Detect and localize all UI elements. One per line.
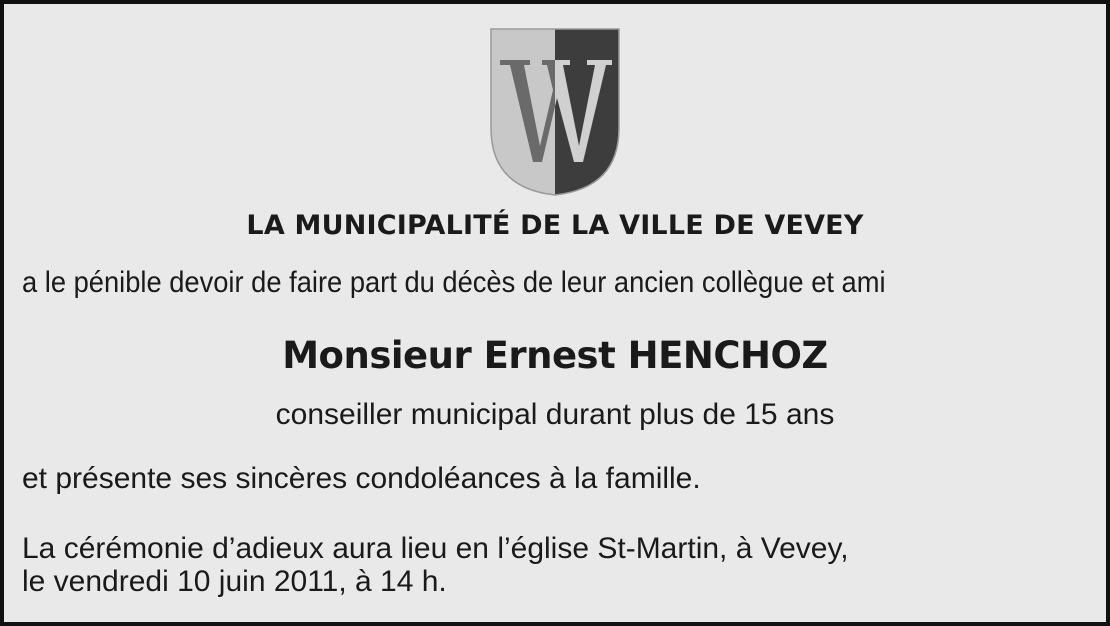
deceased-role: conseiller municipal durant plus de 15 ans xyxy=(275,398,835,431)
ceremony-line-1: La cérémonie d’adieux aura lieu en l’église St-Martin, à Vevey, xyxy=(22,532,849,565)
condolences-text: et présente ses sincères condoléances à la famille. xyxy=(22,462,701,495)
ceremony-details xyxy=(22,532,849,598)
deceased-name: Monsieur Ernest HENCHOZ xyxy=(282,334,828,377)
municipality-heading: LA MUNICIPALITÉ DE LA VILLE DE VEVEY xyxy=(246,210,864,241)
ceremony-line-2: le vendredi 10 juin 2011, à 14 h. xyxy=(22,565,447,598)
vevey-w-shield-icon xyxy=(490,28,620,196)
announcement-intro: a le pénible devoir de faire part du décès de leur ancien collègue et ami xyxy=(22,266,886,299)
